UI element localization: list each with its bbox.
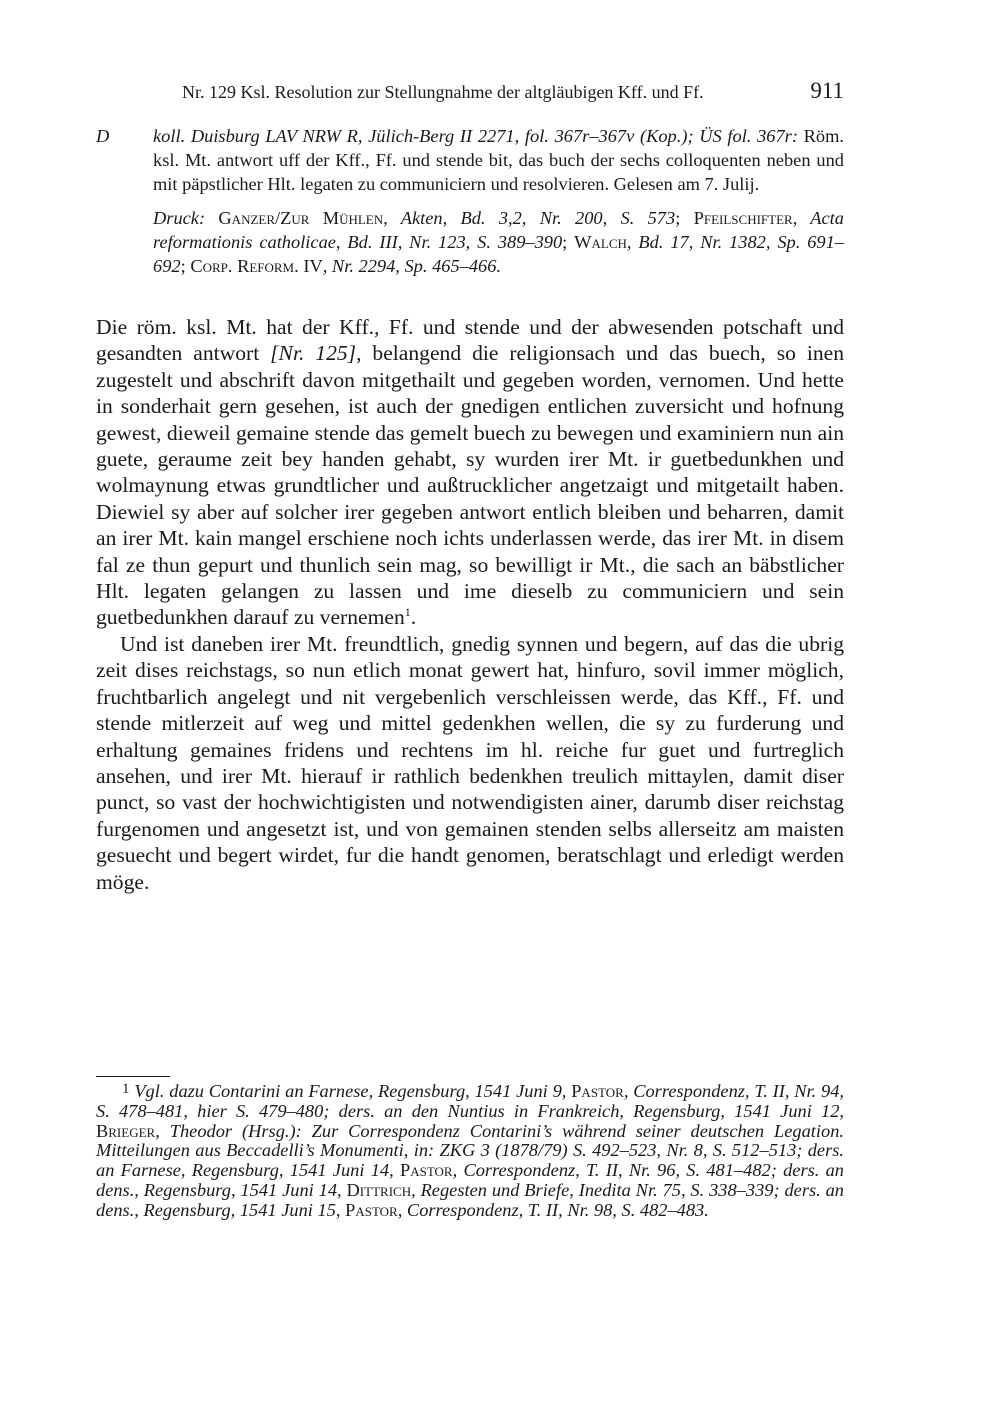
corp-volume: IV (298, 256, 323, 276)
footnote-author: Brieger (96, 1120, 156, 1141)
ref-separator: ; (562, 232, 575, 252)
footnote-text: , Correspondenz, T. II, Nr. 94, S. 478–481, hier S. 479–480; ders. an den Nuntius in Frankreich, Regensburg, 1541 Juni 12, (96, 1081, 845, 1121)
footnote-author: Pastor (571, 1081, 624, 1101)
footnote-text: , Regesten und Briefe, Inedita Nr. 75, S. 338–339; ders. an dens., Regensburg, 1541 Juni 15, (96, 1179, 845, 1220)
source-text (153, 124, 844, 196)
footnote-author: Pastor (345, 1199, 398, 1220)
source-summary: Röm. ksl. Mt. antwort uff der Kff., Ff. und stende bit, das buch der sechs colloquenten neben und mit päpstlicher Hlt. legaten zu communiciern und resolvieren. Gelesen am 7. Julij. (153, 126, 844, 194)
footnote-text: , Correspondenz, T. II, Nr. 96, S. 481–482; ders. an dens., Regensburg, 1541 Juni 14, (96, 1160, 844, 1200)
paragraph-1-text-cont: , belangend die religionsach und das buech, so inen zugestelt und abschrift davon mitgethailt und gegeben worden, vernomen. Und hette in sonderhait gern gesehen, ist auch der gnedigen entlichen zuversicht und hofnung gewest, dieweil gemaine stende das gemelt buech zu bewegen und examiniern nun ain guete, geraume zeit bey handen gehabt, sy wurden irer Mt. ir guetbedunkhen und wolmaynung etwas grundtlicher und außtrucklicher angetzaigt und mitgetailt haben. Diewiel sy aber auf solcher irer gegeben antwort entlich bleiben und beharren, damit an irer Mt. kain mangel erschiene noch ichts underlassen werde, das irer Mt. in disem fal ze thun gepurt und thunlich sein mag, so bewilligt ir Mt., die sach an bäbstlicher Hlt. legaten gelangen zu lassen und ime dieselb zu communiciern und sein guetbedunkhen darauf zu vernemen (96, 341, 845, 630)
main-text (96, 314, 844, 895)
druck-label: Druck: (153, 208, 206, 228)
footnote-text: Vgl. dazu Contarini an Farnese, Regensburg, 1541 Juni 9, (134, 1081, 567, 1101)
cross-reference: [Nr. 125] (270, 341, 357, 366)
source-siglum: D (96, 126, 110, 146)
ref-separator: ; (180, 256, 191, 276)
author-walch: Walch (574, 232, 627, 252)
page-number: 911 (810, 78, 844, 103)
author-corp-reform: Corp. Reform. (190, 256, 299, 276)
ref-walch: , Bd. 17, Nr. 1382, Sp. 691–692 (153, 232, 844, 276)
paragraph-1 (96, 314, 844, 631)
footnote-separator (96, 1076, 170, 1077)
footnote-text: , Theodor (Hrsg.): Zur Correspondenz Contarini’s während seiner deutschen Legation. Mitteilungen aus Beccadelli’s Monumenti, in: ZKG 3 (1878/79) S. 492–523, Nr. 8, S. 512–513; ders. an Farnese, Regensburg, 1541 Juni 14, (96, 1120, 844, 1181)
ref-ganzer: , Akten, Bd. 3,2, Nr. 200, S. 573 (383, 208, 676, 228)
ref-pfeilschifter: , Acta reformationis catholicae, Bd. III, Nr. 123, S. 389–390 (153, 208, 844, 252)
print-references (153, 206, 844, 278)
running-title: Nr. 129 Ksl. Resolution zur Stellungnahme der altgläubigen Kff. und Ff. (182, 82, 704, 102)
paragraph-1-end: . (410, 605, 417, 630)
footnote-number: 1 (122, 1081, 130, 1097)
source-archive: koll. Duisburg LAV NRW R, Jülich-Berg II 2271, fol. 367r–367v (Kop.); ÜS fol. 367r: (153, 126, 798, 146)
running-head (96, 78, 844, 108)
source-description (96, 124, 844, 278)
paragraph-1-text: Die röm. ksl. Mt. hat der Kff., Ff. und stende und der abwesenden potschaft und gesandten antwort (96, 315, 844, 366)
author-ganzer: Ganzer/Zur Mühlen (218, 208, 384, 228)
footnote-author: Dittrich (346, 1179, 412, 1200)
ref-separator: ; (675, 208, 694, 228)
footnote-author: Pastor (399, 1160, 453, 1181)
author-pfeilschifter: Pfeilschifter (693, 208, 793, 228)
footnote-1 (96, 1082, 844, 1221)
footnote-text: , Correspondenz, T. II, Nr. 98, S. 482–483. (397, 1199, 709, 1220)
footnote-marker[interactable]: 1 (404, 605, 411, 620)
ref-corp-reform: , Nr. 2294, Sp. 465–466. (322, 256, 502, 276)
paragraph-2: Und ist daneben irer Mt. freundtlich, gnedig synnen und begern, auf das die ubrig zeit dises reichstags, so nun etlich monat gewert hat, hinfuro, sovil immer möglich, fruchtbarlich angelegt und nit vergebenlich verschleissen werde, das Kff., Ff. und stende mitlerzeit auf weg und mittel gedenkhen wellen, die sy zu furderung und erhaltung gemaines fridens und rechtens im hl. reiche fur guet und furtreglich ansehen, und irer Mt. hierauf ir rathlich bedenkhen treulich mittaylen, damit diser punct, so vast der hochwichtigisten und notwendigisten ainer, darumb diser reichstag furgenomen und angesetzt ist, und von gemainen stenden selbs allerseitz am maisten gesuecht und begert wirdet, fur die handt genomen, beratschlagt und erledigt werden möge. (96, 631, 844, 894)
